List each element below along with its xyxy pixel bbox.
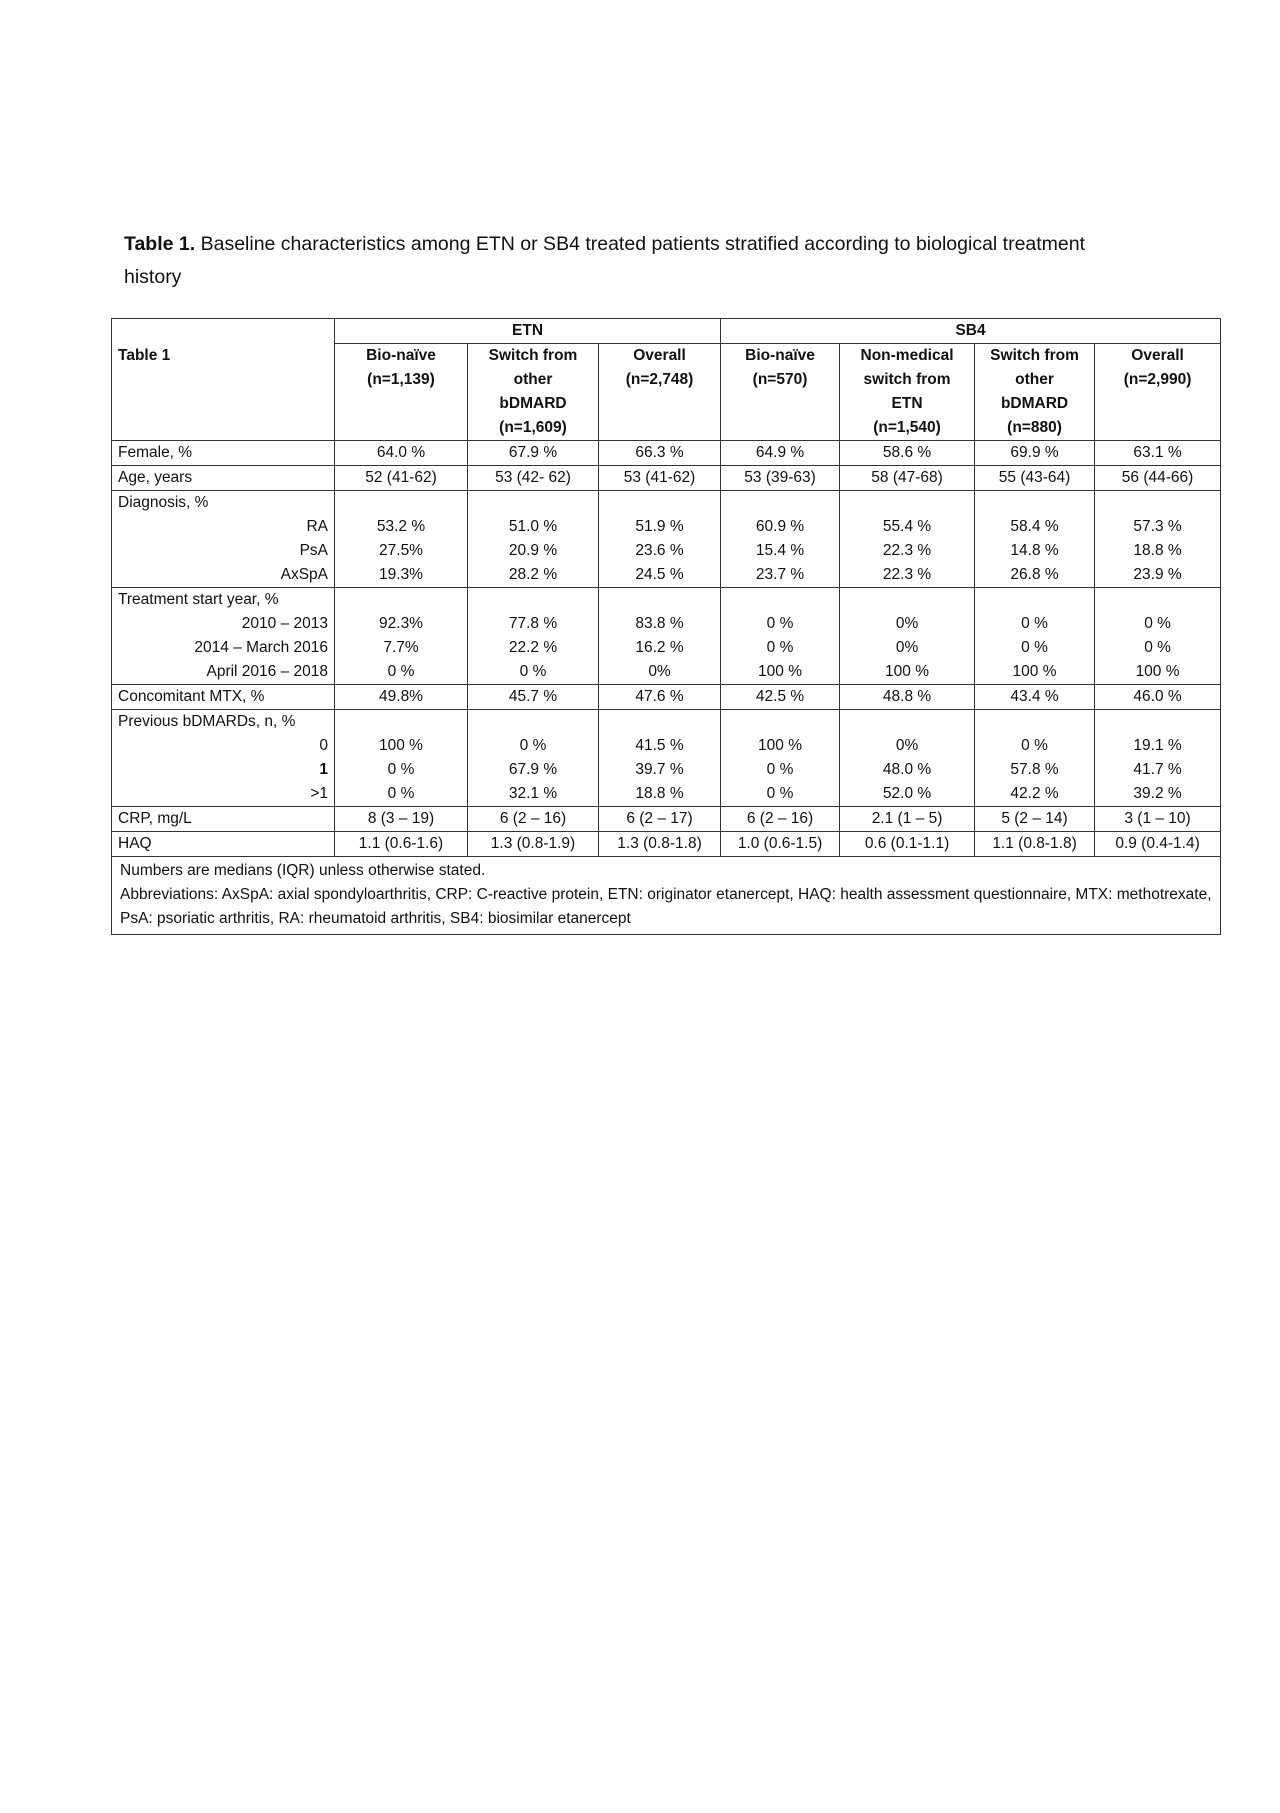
caption-label: Table 1. <box>124 233 196 255</box>
col-sb4-nonmedical: Non-medical switch from ETN (n=1,540) <box>840 344 975 441</box>
corner-cell <box>112 319 335 344</box>
caption-text: Baseline characteristics among ETN or SB4 treated patients stratified according to biological treatment history <box>124 233 1086 288</box>
table-row-mtx: Concomitant MTX, % 49.8% 45.7 % 47.6 % 42.5 % 48.8 % 43.4 % 46.0 % <box>112 685 1221 710</box>
table-row-haq: HAQ 1.1 (0.6-1.6) 1.3 (0.8-1.9) 1.3 (0.8-1.8) 1.0 (0.6-1.5) 0.6 (0.1-1.1) 1.1 (0.8-1.8) 0.9 (0.4-1.4) <box>112 832 1221 857</box>
baseline-table <box>111 318 1221 935</box>
group-etn: ETN <box>335 319 721 344</box>
table-row-previous-bdmards: Previous bDMARDs, n, % 0 1 >1 100 % 0 % 0 % 0 % 67.9 % 32.1 % 41.5 % 39.7 % 18.8 % 100 % 0 % 0 % 0% 48.0 % 52.0 % 0 % 57.8 % 42.2 % 19.1 % 41.7 % 39.2 % <box>112 710 1221 807</box>
col-sb4-bionaive: Bio-naïve (n=570) <box>721 344 840 441</box>
table-row-age: Age, years 52 (41-62) 53 (42- 62) 53 (41-62) 53 (39-63) 58 (47-68) 55 (43-64) 56 (44-66) <box>112 466 1221 491</box>
table-notes <box>112 857 1221 935</box>
col-etn-bionaive: Bio-naïve (n=1,139) <box>335 344 468 441</box>
col-etn-switch: Switch from other bDMARD (n=1,609) <box>468 344 599 441</box>
col-etn-overall: Overall (n=2,748) <box>599 344 721 441</box>
corner-label: Table 1 <box>112 344 335 441</box>
table-caption <box>124 228 1104 294</box>
table-row-crp: CRP, mg/L 8 (3 – 19) 6 (2 – 16) 6 (2 – 17) 6 (2 – 16) 2.1 (1 – 5) 5 (2 – 14) 3 (1 – 10) <box>112 807 1221 832</box>
col-sb4-overall: Overall (n=2,990) <box>1095 344 1221 441</box>
group-sb4: SB4 <box>721 319 1221 344</box>
col-sb4-switch: Switch from other bDMARD (n=880) <box>975 344 1095 441</box>
note-medians: Numbers are medians (IQR) unless otherwise stated. <box>120 862 486 879</box>
table-row-diagnosis: Diagnosis, % RA PsA AxSpA 53.2 % 27.5% 19.3% 51.0 % 20.9 % 28.2 % 51.9 % 23.6 % 24.5 % 60.9 % 15.4 % 23.7 % 55.4 % 22.3 % 22.3 % 58.4 % 14.8 % 26.8 % 57.3 % 18.8 % 23.9 % <box>112 491 1221 588</box>
table-row-start-year: Treatment start year, % 2010 – 2013 2014 – March 2016 April 2016 – 2018 92.3% 7.7% 0 % 77.8 % 22.2 % 0 % 83.8 % 16.2 % 0% 0 % 0 % 100 % 0% 0% 100 % 0 % 0 % 100 % 0 % 0 % 100 % <box>112 588 1221 685</box>
table-row-female: Female, % 64.0 % 67.9 % 66.3 % 64.9 % 58.6 % 69.9 % 63.1 % <box>112 441 1221 466</box>
note-abbreviations: Abbreviations: AxSpA: axial spondyloarthritis, CRP: C-reactive protein, ETN: originator etanercept, HAQ: health assessment questionnaire, MTX: methotrexate, PsA: psoriatic arthritis, RA: rheumatoid arthritis, SB4: biosimilar etanercept <box>120 886 1212 927</box>
